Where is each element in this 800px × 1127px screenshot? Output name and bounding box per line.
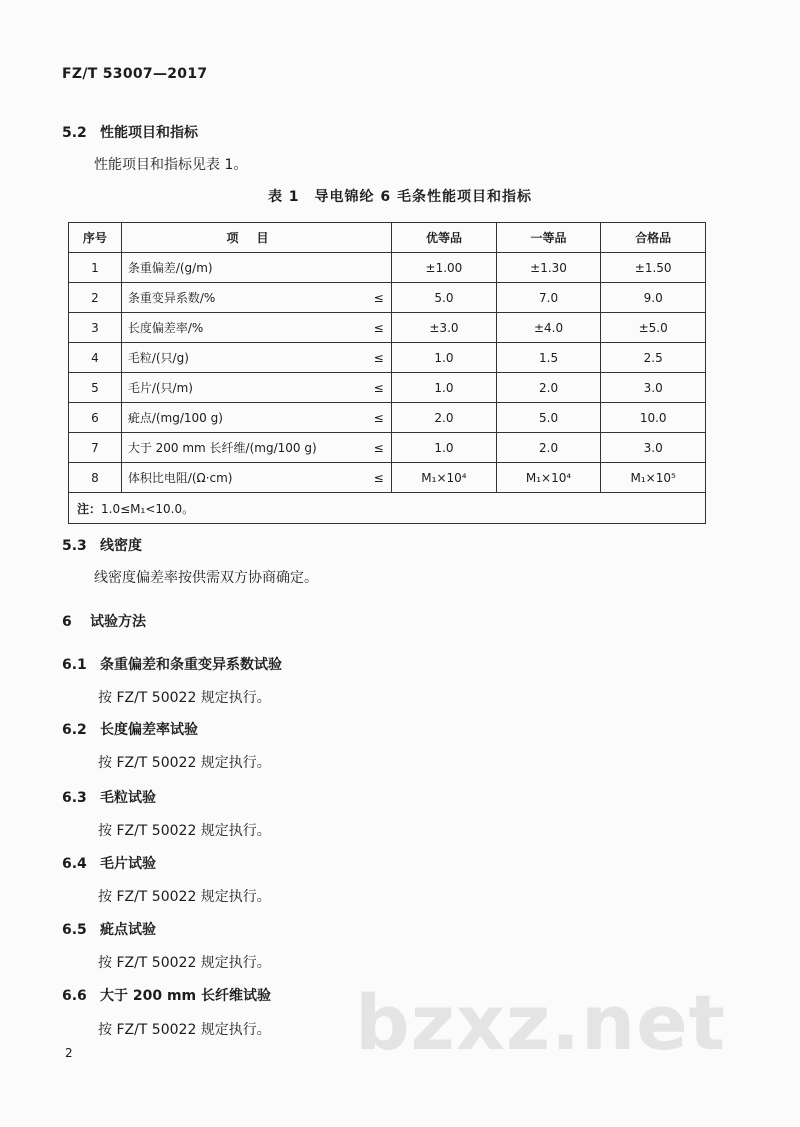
row-grade-2: 2.0 [496, 373, 601, 403]
row-grade-3: ±5.0 [601, 313, 706, 343]
header-item: 项目 [121, 223, 391, 253]
header-grade-1: 优等品 [392, 223, 497, 253]
row-symbol: ≤ [366, 403, 391, 433]
section-title: 大于 200 mm 长纤维试验 [100, 988, 272, 1004]
section-number: 6 [62, 614, 72, 630]
section-heading-6-5 [62, 919, 156, 939]
table-row [69, 463, 706, 493]
row-grade-2: 2.0 [496, 433, 601, 463]
section-number: 6.1 [62, 657, 87, 673]
note-label: 注： [77, 501, 102, 516]
row-grade-2: 5.0 [496, 403, 601, 433]
note-text: 1.0≤M₁<10.0。 [101, 501, 195, 516]
section-heading-5-3 [62, 535, 142, 555]
section-number: 5.3 [62, 538, 87, 554]
table-row [69, 433, 706, 463]
section-text-6-3: 按 FZ/T 50022 规定执行。 [98, 823, 271, 839]
header-index: 序号 [69, 223, 122, 253]
row-grade-3: 10.0 [601, 403, 706, 433]
section-heading-6-2 [62, 719, 198, 739]
row-item: 长度偏差率/% [121, 313, 366, 343]
section-title: 条重偏差和条重变异系数试验 [100, 657, 282, 673]
row-grade-1: 1.0 [392, 343, 497, 373]
section-title: 疵点试验 [100, 922, 156, 938]
document-code: FZ/T 53007—2017 [62, 66, 208, 82]
row-index: 5 [69, 373, 122, 403]
row-item: 体积比电阻/(Ω·cm) [121, 463, 366, 493]
row-symbol: ≤ [366, 373, 391, 403]
section-text-6-1: 按 FZ/T 50022 规定执行。 [98, 690, 271, 706]
table-header-row [69, 223, 706, 253]
row-grade-1: 1.0 [392, 373, 497, 403]
section-number: 5.2 [62, 125, 87, 141]
section-number: 6.4 [62, 856, 87, 872]
row-symbol: ≤ [366, 283, 391, 313]
row-grade-3: 3.0 [601, 433, 706, 463]
section-title: 性能项目和指标 [100, 125, 198, 141]
row-grade-2: 1.5 [496, 343, 601, 373]
row-grade-2: M₁×10⁴ [496, 463, 601, 493]
section-text-6-6: 按 FZ/T 50022 规定执行。 [98, 1022, 271, 1038]
row-grade-1: 2.0 [392, 403, 497, 433]
row-grade-1: M₁×10⁴ [392, 463, 497, 493]
section-number: 6.2 [62, 722, 87, 738]
row-item: 毛片/(只/m) [121, 373, 366, 403]
table-row [69, 403, 706, 433]
section-heading-6-1 [62, 654, 282, 674]
row-item: 疵点/(mg/100 g) [121, 403, 366, 433]
section-heading-6-4 [62, 853, 156, 873]
section-text-6-5: 按 FZ/T 50022 规定执行。 [98, 955, 271, 971]
row-item: 条重偏差/(g/m) [121, 253, 366, 283]
row-grade-2: ±1.30 [496, 253, 601, 283]
row-grade-3: ±1.50 [601, 253, 706, 283]
table-row [69, 313, 706, 343]
row-index: 7 [69, 433, 122, 463]
table-row [69, 283, 706, 313]
row-grade-1: 1.0 [392, 433, 497, 463]
row-grade-1: ±1.00 [392, 253, 497, 283]
table-note-row [69, 493, 706, 524]
row-index: 2 [69, 283, 122, 313]
section-title: 毛粒试验 [100, 790, 156, 806]
header-grade-3: 合格品 [601, 223, 706, 253]
row-item: 毛粒/(只/g) [121, 343, 366, 373]
table-row [69, 373, 706, 403]
page-number: 2 [65, 1046, 73, 1060]
row-symbol: ≤ [366, 313, 391, 343]
row-index: 8 [69, 463, 122, 493]
row-index: 6 [69, 403, 122, 433]
row-grade-2: 7.0 [496, 283, 601, 313]
section-title: 线密度 [100, 538, 142, 554]
section-text-6-2: 按 FZ/T 50022 规定执行。 [98, 755, 271, 771]
header-grade-2: 一等品 [496, 223, 601, 253]
table-title: 表 1 导电锦纶 6 毛条性能项目和指标 [267, 189, 533, 205]
row-grade-3: M₁×10⁵ [601, 463, 706, 493]
watermark: bzxz.net [355, 978, 726, 1067]
section-text-6-4: 按 FZ/T 50022 规定执行。 [98, 889, 271, 905]
row-grade-3: 3.0 [601, 373, 706, 403]
row-symbol: ≤ [366, 343, 391, 373]
row-grade-1: ±3.0 [392, 313, 497, 343]
section-text-5-2: 性能项目和指标见表 1。 [94, 157, 248, 173]
row-item: 条重变异系数/% [121, 283, 366, 313]
row-grade-3: 9.0 [601, 283, 706, 313]
performance-table [68, 222, 706, 524]
section-title: 试验方法 [90, 614, 146, 630]
row-grade-2: ±4.0 [496, 313, 601, 343]
row-symbol [366, 253, 391, 283]
section-heading-6 [62, 611, 146, 631]
row-symbol: ≤ [366, 433, 391, 463]
section-number: 6.5 [62, 922, 87, 938]
row-index: 1 [69, 253, 122, 283]
row-index: 3 [69, 313, 122, 343]
section-number: 6.6 [62, 988, 87, 1004]
row-symbol: ≤ [366, 463, 391, 493]
section-title: 长度偏差率试验 [100, 722, 198, 738]
section-heading-5-2 [62, 122, 198, 142]
row-index: 4 [69, 343, 122, 373]
section-text-5-3: 线密度偏差率按供需双方协商确定。 [94, 570, 318, 586]
row-grade-1: 5.0 [392, 283, 497, 313]
row-item: 大于 200 mm 长纤维/(mg/100 g) [121, 433, 366, 463]
section-heading-6-3 [62, 787, 156, 807]
row-grade-3: 2.5 [601, 343, 706, 373]
table-note [69, 493, 706, 524]
section-heading-6-6 [62, 985, 271, 1005]
section-title: 毛片试验 [100, 856, 156, 872]
table-row [69, 343, 706, 373]
table-row [69, 253, 706, 283]
section-number: 6.3 [62, 790, 87, 806]
